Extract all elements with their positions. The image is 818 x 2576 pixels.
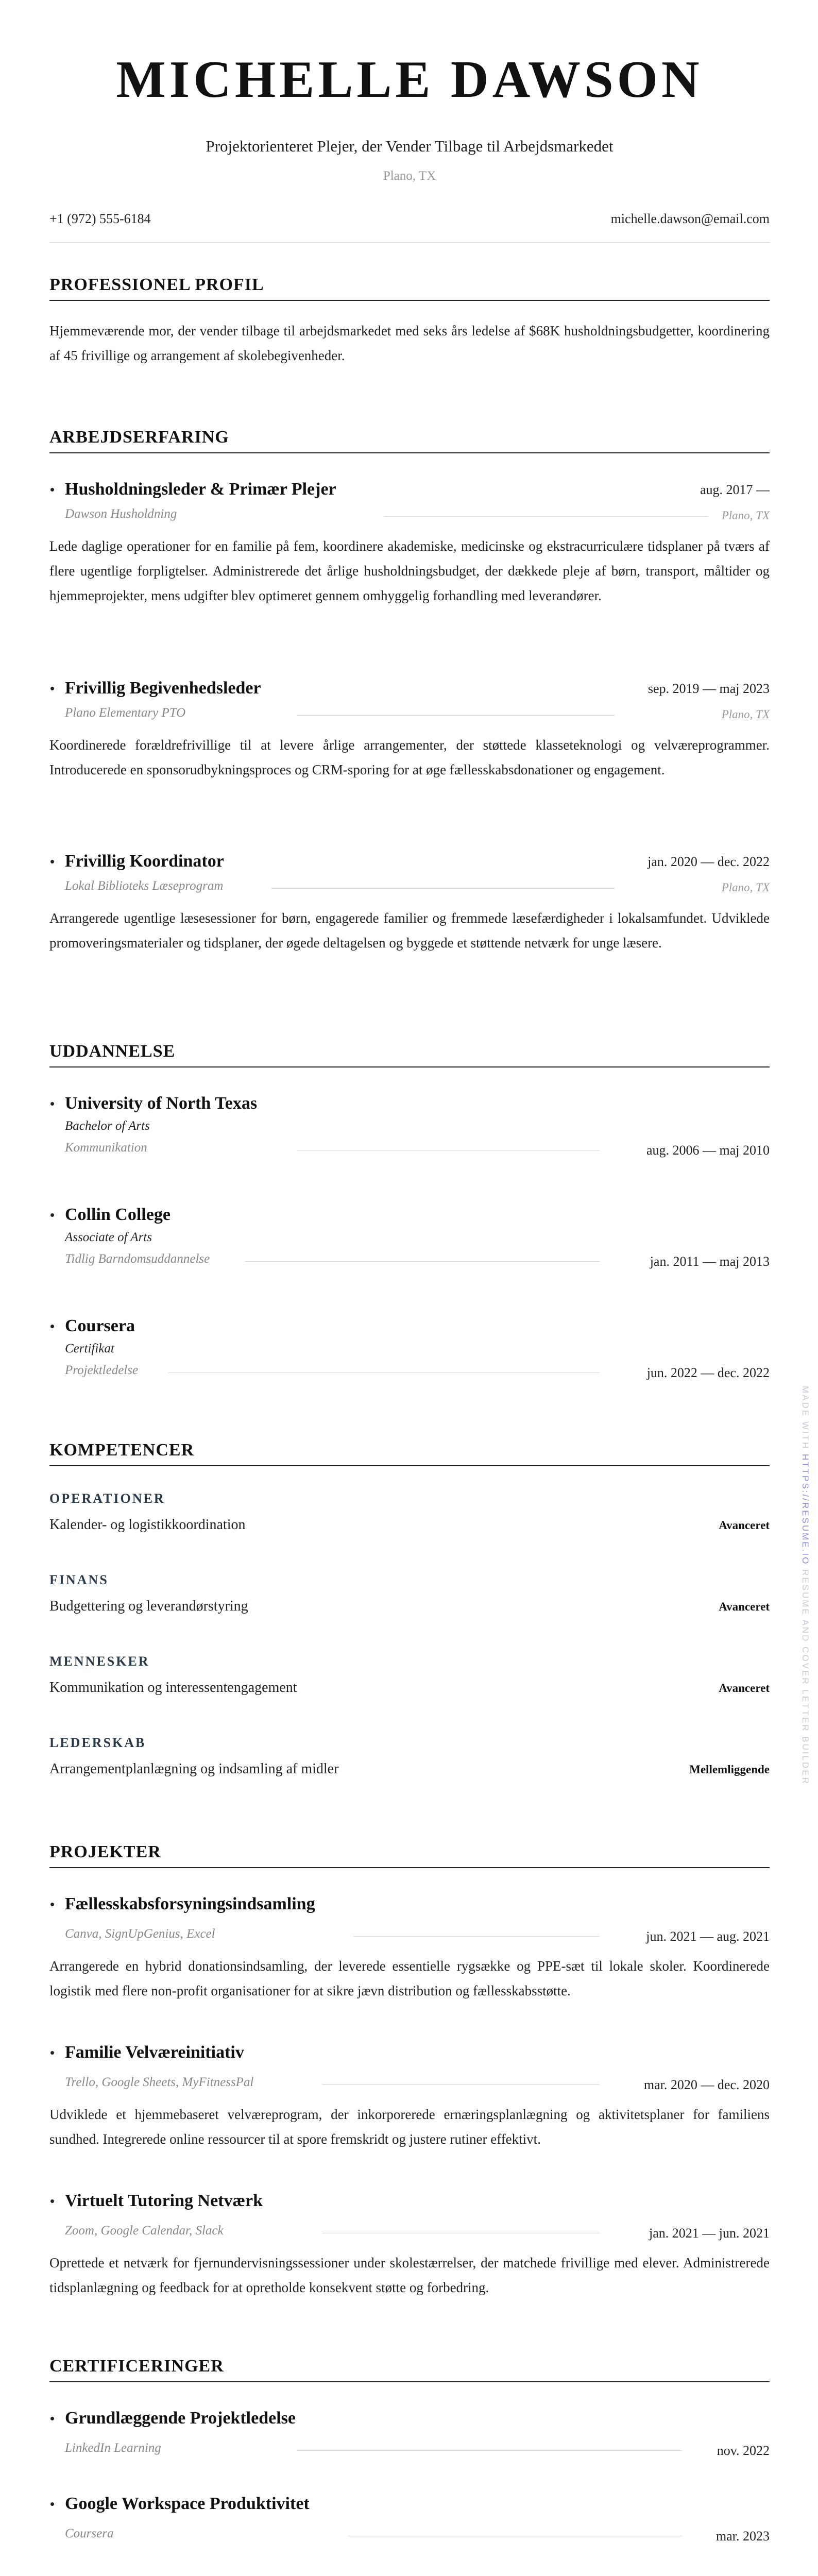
project-entry [49,2042,770,2151]
job-location: Plano, TX [721,708,770,721]
project-entry [49,1894,770,2003]
education-entry [49,1205,770,1267]
job-organization: Dawson Husholdning [65,507,177,521]
education-entry [49,1093,770,1156]
watermark-prefix: MADE WITH [800,1386,810,1450]
job-organization: Plano Elementary PTO [65,706,186,720]
school-name: University of North Texas [49,1093,770,1114]
project-tools: Canva, SignUpGenius, Excel [65,1927,215,1941]
profile-section [49,275,770,368]
education-meta [65,1363,770,1379]
skill-row [49,1761,770,1777]
project-meta [65,2224,770,2239]
job-meta [65,706,770,721]
section-heading: PROJEKTER [49,1842,770,1868]
certification-date: mar. 2023 [716,2529,770,2544]
job-description: Arrangerede ugentlige læsesessioner for børn, engagerede familier og fremmede læsefærdigheder i lokalsamfundet. Udviklede promoveringsmaterialer og tidsplaner, der øgede deltagelsen og byggede et støttende netværk for unge læsere. [49,910,770,951]
experience-entry [49,479,770,608]
certification-issuer: LinkedIn Learning [65,2441,161,2455]
certification-meta [65,2441,770,2456]
job-title: Husholdningsleder & Primær Plejer [49,479,770,500]
field-of-study: Projektledelse [65,1363,139,1377]
project-title: Virtuelt Tutoring Netværk [49,2191,770,2211]
job-meta [65,879,770,894]
education-meta [65,1141,770,1156]
project-description: Udviklede et hjemmebaseret velværeprogram, der inkorporerede ernæringsplanlægning og aktivitetsplaner for familiens sundhed. Integrerede online ressourcer til at spore fremskridt og justere rutiner effektivt. [49,2107,770,2147]
project-tools: Zoom, Google Calendar, Slack [65,2224,224,2238]
job-description: Koordinerede forældrefrivillige til at levere årlige arrangementer, der støttede klasseteknologi og velværeprogrammer. Introducerede en sponsorudbykningsproces og CRM-sporing for at øge fællesskabsdonationer og engagement. [49,737,770,777]
job-title: Frivillig Koordinator [49,851,770,872]
degree: Associate of Arts [65,1230,152,1244]
skill-level: Avanceret [719,1519,770,1532]
project-description: Oprettede et netværk for fjernundervisningssessioner under skolestærrelser, der matchede frivillige med elever. Administrerede tidsplanlægning og feedback for at opretholde konsekvent støtte og forbedring. [49,2255,770,2295]
project-tools: Trello, Google Sheets, MyFitnessPal [65,2075,254,2089]
certification-meta [65,2527,770,2542]
job-location: Plano, TX [721,509,770,522]
project-date: jun. 2021 — aug. 2021 [646,1929,770,1944]
job-date: aug. 2017 — [700,482,770,497]
degree: Certifikat [65,1342,114,1355]
certification-entry [49,2494,770,2542]
skill-name: Kalender- og logistikkoordination [49,1517,246,1533]
field-of-study: Tidlig Barndomsuddannelse [65,1252,210,1266]
skill-name: Arrangementplanlægning og indsamling af midler [49,1761,339,1777]
job-description: Lede daglige operationer for en familie på fem, koordinere akademiske, medicinske og ekstracurriculære tidsplaner på tværs af flere ugentlige forpligtelser. Administrerede det årlige husholdningsbudget, der dækkede pleje af børn, transport, måltider og hjemmeprojekter, mens udgifter blev optimeret gennem omhyggelig forhandling med leverandører. [49,538,770,603]
profile-text: Hjemmeværende mor, der vender tilbage til arbejdsmarkedet med seks års ledelse af $68K husholdningsbudgetter, koordinering af 45 frivillige og arrangement af skolebegivenheder. [49,323,770,363]
candidate-location: Plano, TX [383,169,436,183]
skill-category: LEDERSKAB [49,1735,146,1750]
education-section [49,1042,770,1067]
job-meta [65,507,770,522]
meta-divider [297,2450,682,2451]
meta-divider [322,2084,600,2085]
candidate-subtitle: Projektorienteret Plejer, der Vender Tilbage til Arbejdsmarkedet [206,137,614,155]
education-date: aug. 2006 — maj 2010 [646,1143,770,1158]
watermark-suffix: RESUME AND COVER LETTER BUILDER [800,1569,810,1785]
skills-section [49,1440,770,1466]
project-title: Fællesskabsforsyningsindsamling [49,1894,770,1914]
section-heading: PROFESSIONEL PROFIL [49,275,770,301]
skill-level: Avanceret [719,1682,770,1694]
degree: Bachelor of Arts [65,1119,150,1133]
section-heading: ARBEJDSERFARING [49,428,770,453]
certification-issuer: Coursera [65,2527,114,2540]
job-organization: Lokal Biblioteks Læseprogram [65,879,224,893]
project-entry [49,2191,770,2300]
experience-entry [49,678,770,782]
skill-category: MENNESKER [49,1654,150,1669]
skill-name: Kommunikation og interessentengagement [49,1680,297,1696]
skill-level: Avanceret [719,1600,770,1613]
education-date: jan. 2011 — maj 2013 [650,1254,770,1269]
job-title: Frivillig Begivenhedsleder [49,678,770,699]
experience-entry [49,851,770,955]
header-divider [49,242,770,243]
skill-row [49,1517,770,1533]
meta-divider [297,715,615,716]
skill-level: Mellemliggende [689,1763,770,1776]
skill-category: FINANS [49,1572,109,1587]
certifications-section [49,2357,770,2382]
school-name: Coursera [49,1316,770,1336]
school-name: Collin College [49,1205,770,1225]
field-of-study: Kommunikation [65,1141,147,1155]
section-heading: CERTIFICERINGER [49,2357,770,2382]
job-location: Plano, TX [721,881,770,894]
meta-divider [245,1261,600,1262]
watermark-link[interactable]: HTTPS://RESUME.IO [800,1454,810,1566]
project-title: Familie Velværeinitiativ [49,2042,770,2063]
phone-number[interactable]: +1 (972) 555-6184 [49,211,151,226]
education-date: jun. 2022 — dec. 2022 [646,1365,770,1380]
meta-divider [353,1936,600,1937]
job-date: sep. 2019 — maj 2023 [647,681,770,696]
education-entry [49,1316,770,1379]
section-heading: KOMPETENCER [49,1440,770,1466]
certification-title: Google Workspace Produktivitet [49,2494,770,2514]
certification-title: Grundlæggende Projektledelse [49,2408,770,2429]
education-meta [65,1252,770,1267]
project-description: Arrangerede en hybrid donationsindsamling, der leverede essentielle rygsække og PPE-sæt til lokale skoler. Koordinerede logistik med flere non-profit organisationer for at sikre jævn distribution og fællesskabsstøtte. [49,1958,770,1998]
section-heading: UDDANNELSE [49,1042,770,1067]
project-date: mar. 2020 — dec. 2020 [643,2077,770,2092]
projects-section [49,1842,770,1868]
project-date: jan. 2021 — jun. 2021 [649,2226,770,2241]
job-date: jan. 2020 — dec. 2022 [647,854,770,869]
project-meta [65,2075,770,2091]
builder-watermark [800,1386,810,1785]
skill-name: Budgettering og leverandørstyring [49,1598,248,1614]
skill-row [49,1598,770,1615]
meta-divider [384,516,708,517]
email-address[interactable]: michelle.dawson@email.com [610,211,770,226]
experience-section [49,428,770,453]
project-meta [65,1927,770,1942]
contact-line [49,211,770,227]
certification-date: nov. 2022 [717,2443,770,2458]
skill-category: OPERATIONER [49,1491,165,1506]
meta-divider [168,1372,600,1373]
skill-row [49,1680,770,1696]
candidate-name: MICHELLE DAWSON [116,50,703,109]
meta-divider [271,888,615,889]
certification-entry [49,2408,770,2456]
